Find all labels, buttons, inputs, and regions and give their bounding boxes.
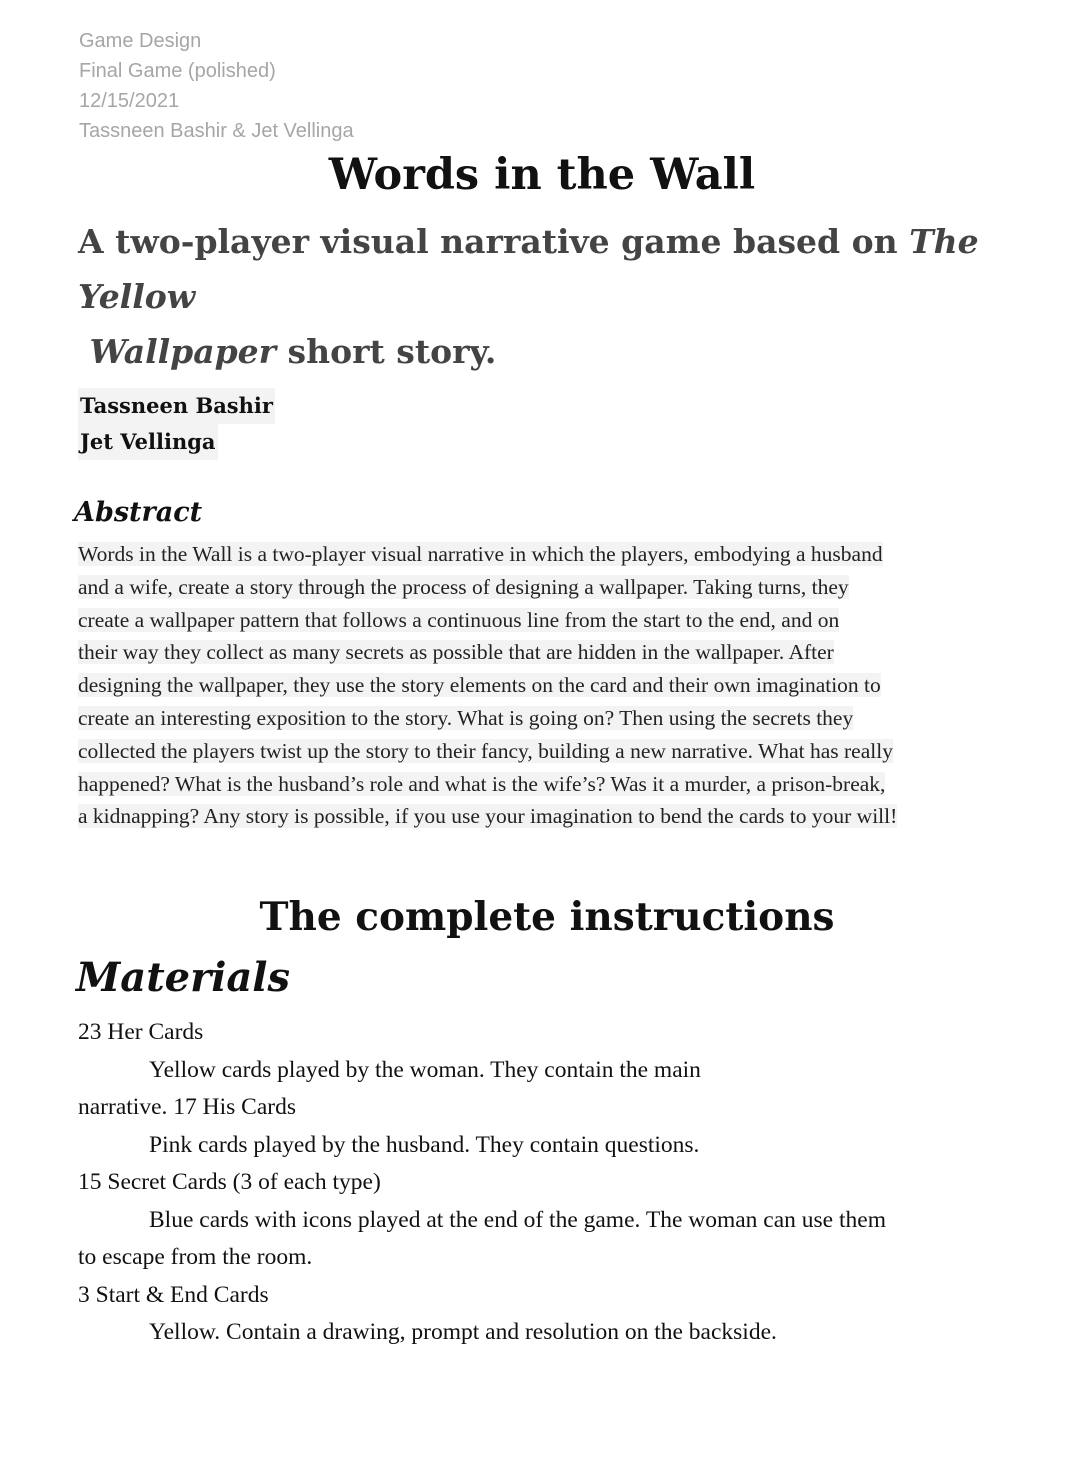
material-description: Pink cards played by the husband. They contain questions.: [149, 1131, 700, 1158]
material-description: Yellow cards played by the woman. They contain the main: [149, 1056, 701, 1083]
document-title: Words in the Wall: [328, 150, 756, 200]
materials-heading: Materials: [76, 954, 291, 1001]
abstract-line: their way they collect as many secrets as possible that are hidden in the wallpaper. After: [78, 640, 834, 665]
header-team: Tassneen Bashir & Jet Vellinga: [79, 120, 354, 142]
header-date: 12/15/2021: [79, 90, 180, 112]
material-item: 15 Secret Cards (3 of each type): [78, 1169, 381, 1195]
material-item: 3 Start & End Cards: [78, 1281, 269, 1308]
abstract-line: Words in the Wall is a two-player visual narrative in which the players, embodying a husband: [78, 542, 883, 566]
materials-list: [78, 1014, 1008, 1352]
material-item: 23 Her Cards: [78, 1019, 204, 1045]
subtitle-before: A two-player visual narrative game based on: [78, 222, 910, 261]
material-description: Blue cards with icons played at the end of the game. The woman can use them: [149, 1206, 886, 1233]
author-name: Tassneen Bashir: [78, 388, 275, 424]
material-item: narrative. 17 His Cards: [78, 1094, 296, 1120]
abstract-line: collected the players twist up the story to their fancy, building a new narrative. What has really: [78, 738, 893, 763]
abstract-line: and a wife, create a story through the process of designing a wallpaper. Taking turns, they: [78, 574, 849, 599]
document-subtitle: [78, 214, 1008, 379]
subtitle-book-title-part-2: Wallpaper: [89, 332, 277, 371]
abstract-heading: Abstract: [74, 497, 203, 528]
abstract-line: happened? What is the husband’s role and what is the wife’s? Was it a murder, a prison-break,: [78, 771, 886, 796]
subtitle-book-title-part-1: The Yellow: [78, 222, 979, 316]
abstract-line: designing the wallpaper, they use the story elements on the card and their own imagination to: [78, 673, 881, 698]
subtitle-after: short story.: [276, 332, 497, 371]
material-description: Yellow. Contain a drawing, prompt and resolution on the backside.: [149, 1319, 777, 1345]
abstract-body: [78, 538, 1008, 833]
author-list: [78, 388, 275, 460]
author-name: Jet Vellinga: [78, 424, 218, 460]
course-name: Game Design: [79, 30, 202, 52]
abstract-line: a kidnapping? Any story is possible, if you use your imagination to bend the cards to your will!: [78, 804, 898, 829]
abstract-line: create a wallpaper pattern that follows a continuous line from the start to the end, and on: [78, 607, 840, 632]
document-header: [79, 26, 354, 146]
assignment-name: Final Game (polished): [79, 60, 276, 82]
instructions-title: The complete instructions: [259, 894, 835, 940]
abstract-line: create an interesting exposition to the story. What is going on? Then using the secrets they: [78, 705, 854, 730]
material-description-continued: to escape from the room.: [78, 1244, 313, 1270]
